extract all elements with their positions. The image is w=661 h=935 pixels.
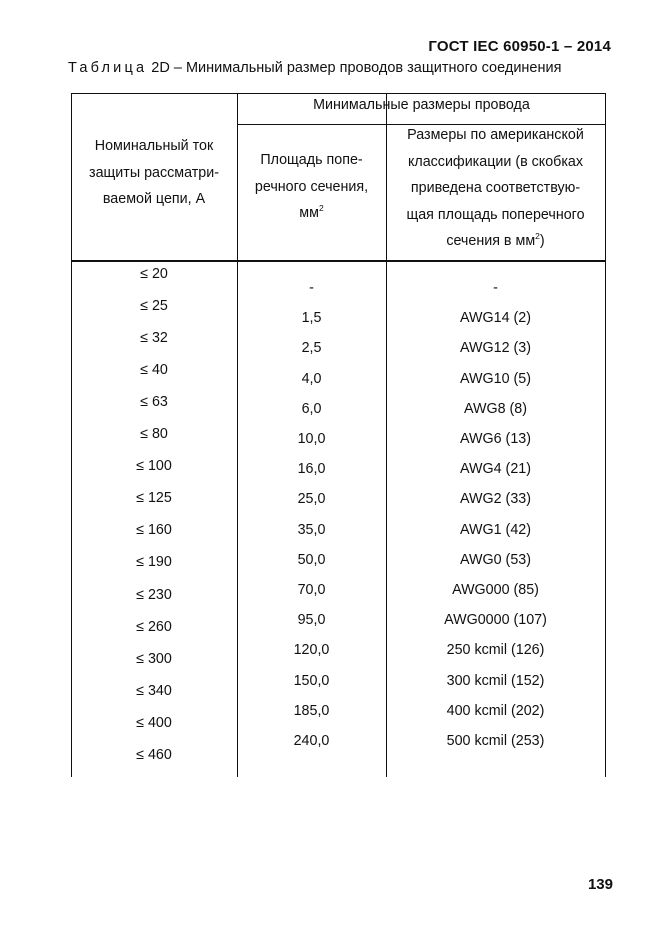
current-cell: ≤ 230: [136, 586, 172, 603]
header-line: Номинальный ток: [94, 138, 214, 154]
awg-cell: 500 kcmil (253): [446, 733, 545, 749]
awg-cell: 300 kcmil (152): [446, 672, 545, 689]
current-column: [71, 93, 237, 777]
awg-cell: AWG8 (8): [463, 400, 528, 417]
current-cell: ≤ 32: [140, 330, 168, 347]
awg-cell: AWG12 (3): [460, 340, 531, 357]
area-column: [237, 93, 386, 777]
wire-size-table: [71, 93, 606, 777]
current-cell: ≤ 300: [136, 650, 172, 667]
caption-number: 2D: [151, 60, 170, 76]
document-standard-header: ГОСТ IEC 60950-1 – 2014: [428, 38, 611, 55]
header-line: защиты рассматри-: [89, 164, 219, 181]
area-cell: 16,0: [297, 461, 326, 478]
area-cell: -: [309, 280, 314, 296]
header-line: Площадь попе-: [260, 152, 363, 168]
caption-label: Таблица: [68, 60, 148, 76]
current-cell: ≤ 260: [136, 618, 172, 635]
current-cell: ≤ 80: [140, 426, 168, 443]
header-text: ): [539, 233, 545, 249]
area-cell: 35,0: [297, 521, 326, 538]
awg-cell: -: [493, 280, 498, 296]
area-cell: 150,0: [293, 672, 330, 689]
awg-cell: 400 kcmil (202): [446, 702, 545, 719]
table-caption: [68, 60, 561, 76]
current-cell: ≤ 190: [136, 554, 172, 571]
awg-cell: AWG14 (2): [460, 310, 531, 327]
current-cell: ≤ 160: [136, 522, 172, 539]
area-cell: 25,0: [297, 491, 326, 508]
table-border-right: [605, 93, 606, 777]
awg-cell: AWG10 (5): [460, 370, 531, 387]
current-cell: ≤ 63: [140, 394, 168, 411]
header-line: речного сечения,: [254, 178, 369, 195]
area-cell: 95,0: [297, 612, 326, 629]
area-cell: 70,0: [297, 582, 326, 598]
group-header-text: Минимальные размеры провода: [313, 97, 530, 113]
header-line: классификации (в скобках: [407, 153, 584, 170]
awg-cell: AWG2 (33): [460, 491, 531, 508]
caption-title: – Минимальный размер проводов защитного соединения: [173, 60, 562, 76]
current-cell: ≤ 20: [140, 266, 168, 282]
awg-cell: 250 kcmil (126): [446, 642, 545, 659]
awg-cell: AWG000 (85): [452, 582, 539, 598]
current-cell: ≤ 100: [136, 458, 172, 475]
area-cell: 4,0: [301, 370, 322, 387]
current-cell: ≤ 340: [136, 682, 172, 699]
area-cell: 120,0: [293, 642, 330, 659]
current-cell: ≤ 400: [136, 714, 172, 731]
header-line: приведена соответствую-: [410, 180, 581, 196]
awg-column: [386, 93, 605, 777]
header-line: ваемой цепи, А: [102, 191, 206, 207]
header-text: сечения в мм: [446, 233, 536, 249]
area-cell: 6,0: [301, 400, 322, 417]
current-cell: ≤ 25: [140, 298, 168, 315]
area-cell: 1,5: [301, 310, 322, 327]
awg-cell: AWG0 (53): [460, 551, 531, 568]
unit-text: мм: [299, 205, 319, 221]
superscript: 2: [318, 203, 324, 213]
awg-cell: AWG4 (21): [460, 461, 531, 478]
area-cell: 185,0: [293, 702, 330, 719]
awg-cell: AWG0000 (107): [444, 612, 547, 629]
current-cell: ≤ 460: [136, 746, 172, 763]
area-cell: 50,0: [297, 551, 326, 568]
superscript: 2: [535, 231, 540, 241]
current-cell: ≤ 40: [140, 362, 168, 379]
awg-cell: AWG1 (42): [460, 521, 531, 538]
page-number: 139: [587, 876, 613, 893]
current-cell: ≤ 125: [136, 490, 172, 507]
header-line: Размеры по американской: [407, 127, 584, 143]
awg-cell: AWG6 (13): [460, 431, 531, 447]
area-cell: 240,0: [293, 733, 330, 749]
header-line: щая площадь поперечного: [406, 206, 585, 223]
area-cell: 2,5: [301, 340, 322, 357]
area-cell: 10,0: [297, 431, 326, 447]
